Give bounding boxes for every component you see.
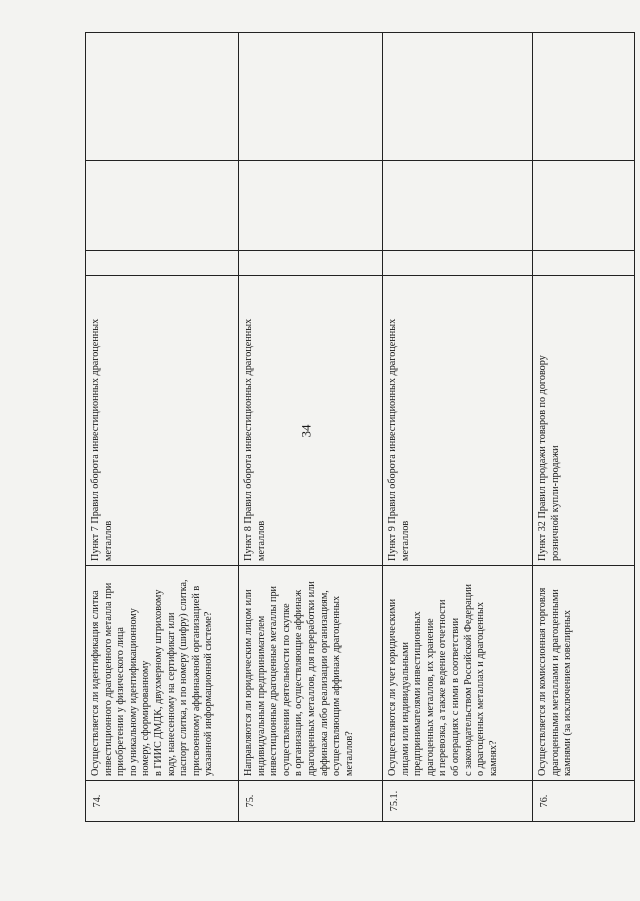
question-line: паспорт слитка, и по номеру (шифру) слитка, (178, 579, 190, 776)
reference-line: Пункт 7 Правил оборота инвестиционных драгоценных (90, 318, 101, 561)
reference-line: Пункт 32 Правил продажи товаров по договору (537, 355, 548, 561)
reference-cell (533, 276, 635, 566)
row-number: 74. (92, 794, 103, 808)
table-container (85, 32, 635, 822)
empty-cell (383, 251, 532, 276)
question-cell (383, 566, 532, 781)
question-line: о драгоценных металлах и драгоценных (475, 602, 487, 776)
question-line: лицами или индивидуальными (399, 642, 411, 776)
question-cell (239, 566, 382, 781)
question-line: указанной информационной системе? (203, 611, 215, 776)
question-line: драгоценных металлов, их хранение (424, 618, 436, 776)
question-line: Направляются ли юридическим лицом или (243, 589, 254, 776)
question-line: аффинажа либо реализации организациям, (318, 590, 330, 776)
reference-cell (239, 276, 382, 566)
question-line: инвестиционные драгоценные металлы при (268, 586, 280, 776)
question-line: индивидуальным предпринимателем (255, 615, 267, 776)
page-number: 34 (298, 424, 314, 438)
row-number: 76. (539, 794, 550, 808)
row-number: 75.1. (389, 790, 400, 812)
question-line: камнями (за исключением ювелирных (562, 609, 574, 776)
empty-cell (239, 32, 382, 161)
question-line: инвестиционного драгоценного металла при (102, 582, 114, 776)
question-line: коду, нанесенному на сертификат или (165, 612, 177, 776)
empty-cell (86, 161, 238, 251)
reference-line: металлов (399, 520, 411, 561)
table-row-76 (532, 32, 635, 821)
reference-line: металлов (102, 520, 114, 561)
empty-cell (86, 32, 238, 161)
question-line: предпринимателями инвестиционных (412, 611, 424, 776)
question-line: Осуществляется ли комиссионная торговля (537, 587, 548, 776)
question-line: осуществляющим аффинаж драгоценных (331, 595, 343, 776)
question-cell (86, 566, 238, 781)
question-line: приобретении у физического лица (115, 627, 127, 776)
row-number: 75. (245, 794, 256, 808)
empty-cell (383, 32, 532, 161)
question-line: драгоценными металлами и драгоценными (549, 589, 561, 776)
empty-cell (383, 161, 532, 251)
empty-cell (533, 32, 635, 161)
question-line: присвоенному аффинажной организацией в (190, 585, 202, 776)
question-line: об операциях с ними в соответствии (449, 617, 461, 776)
question-line: Осуществляется ли идентификация слитка (90, 590, 101, 776)
empty-cell (533, 161, 635, 251)
question-line: камнях? (487, 740, 499, 776)
reference-cell (86, 276, 238, 566)
question-line: и перевозка, а также ведение отчетности (437, 599, 449, 776)
question-line: по уникальному идентификационному (127, 608, 139, 776)
empty-cell (86, 251, 238, 276)
reference-line: розничной купли-продажи (549, 445, 561, 561)
question-line: номеру, сформированному (140, 660, 152, 776)
question-cell (533, 566, 635, 781)
question-line: драгоценных металлов, для переработки или (305, 581, 317, 776)
question-line: металлов? (343, 731, 355, 776)
empty-cell (239, 251, 382, 276)
reference-line: Пункт 9 Правил оборота инвестиционных драгоценных (387, 318, 398, 561)
empty-cell (533, 251, 635, 276)
reference-line: металлов (255, 520, 267, 561)
question-line: в организации, осуществляющие аффинаж (293, 589, 305, 776)
reference-cell (383, 276, 532, 566)
table-row-75 (238, 32, 382, 821)
question-line: с законодательством Российской Федерации (462, 583, 474, 776)
question-line: осуществлении деятельности по скупке (280, 603, 292, 776)
question-line: Осуществляются ли учет юридическими (387, 598, 398, 776)
table-row-74 (86, 32, 238, 821)
requirements-table (85, 32, 635, 822)
table-row-75-1 (382, 32, 532, 821)
question-line: в ГИИС ДМДК, двухмерному штриховому (152, 589, 164, 776)
empty-cell (239, 161, 382, 251)
reference-line: Пункт 8 Правил оборота инвестиционных драгоценных (243, 318, 254, 561)
